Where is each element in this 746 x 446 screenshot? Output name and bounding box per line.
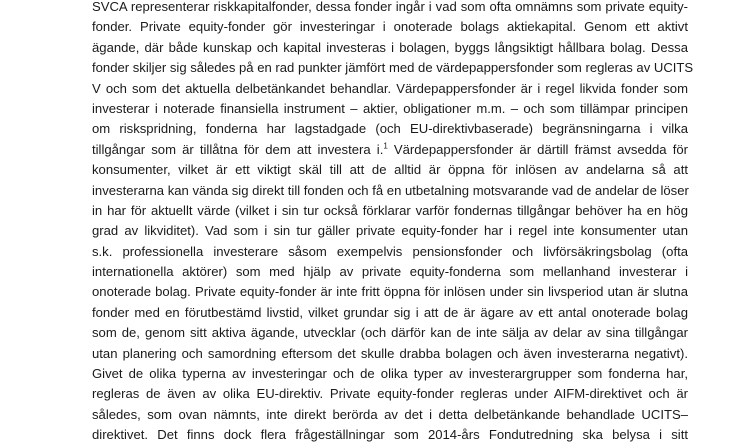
text-line-12: grad av likviditet). Vad som i sin tur gäller private equity-fonder har i regel inte konsumenter utan	[92, 223, 688, 239]
text-line-9: konsumenter, vilket är ett viktigt skäl till att de alltid är öppna för inlösen av andelarna så att	[92, 162, 688, 178]
text-line-2: fonder. Private equity-fonder gör investeringar i onoterade bolags aktiekapital. Genom ett aktivt	[92, 19, 688, 35]
text-line-21: således, som ovan nämnts, inte direkt berörda av det i detta delbetänkande behandlade UCITS–	[92, 406, 688, 422]
text-line-3: ägande, där både kunskap och kapital investeras i bolagen, byggs långsiktigt hållbara bolag. Dessa	[92, 39, 688, 55]
text-line-7: om riskspridning, fonderna har lagstadgade (och EU-direktivbaserade) begränsningarna i vilka	[92, 121, 688, 137]
text-line-20: regleras de även av olika EU-direktiv. Private equity-fonder regleras under AIFM-direktivet och är	[92, 386, 688, 402]
text-line-6: investerar i noterade finansiella instrument – aktier, obligationer m.m. – och som tillämpar principen	[92, 100, 688, 116]
text-line-19: Givet de olika typerna av investeringar och de olika typer av investerargrupper som fonderna har,	[92, 366, 688, 382]
text-line-8	[92, 140, 688, 160]
text-line-8-start: tillgångar som är tillåtna för dem att investera i.	[92, 141, 384, 157]
text-line-1: SVCA representerar riskkapitalfonder, dessa fonder ingår i vad som ofta omnämns som private equity-	[92, 0, 688, 14]
text-line-14: internationella aktörer) som med hjälp av private equity-fonderna som mellanhand investerar i	[92, 264, 688, 280]
text-line-8-end: Värdepappersfonder är därtill främst avsedda för	[387, 141, 688, 157]
text-line-22: direktivet. Det finns dock flera frågeställningar som 2014-års Fondutredning ska belysa i sitt	[92, 427, 688, 443]
text-line-17: som de, genom sitt aktiva ägande, utvecklar (och därför kan de inte sälja av delar av sina tillgångar	[92, 325, 688, 341]
footnote-marker[interactable]: 1	[383, 141, 388, 151]
body-text	[92, 0, 694, 446]
text-line-16: fonder med en förutbestämd livstid, vilket grundar sig i att de är ägare av ett antal onoterade bolag	[92, 304, 688, 320]
text-line-4: fonder skiljer sig således på en rad punkter jämfört med de värdepappersfonder som regleras av UCITS	[92, 60, 694, 76]
text-line-11: in har för aktuellt värde (vilket i sin tur också förklarar varför fondernas tillgångar behöver ha en hög	[92, 202, 688, 218]
text-line-18: utan planering och samordning eftersom det skulle drabba bolagen och även investerarna negativt).	[92, 345, 688, 361]
text-line-5: V och som det aktuella delbetänkandet behandlar. Värdepappersfonder är i regel likvida fonder som	[92, 80, 688, 96]
text-line-13: s.k. professionella investerare såsom exempelvis pensionsfonder och livförsäkringsbolag (ofta	[92, 243, 688, 259]
text-line-10: investerarna kan vända sig direkt till fonden och få en utbetalning motsvarande vad de andelar de löser	[92, 182, 689, 198]
text-line-15: onoterade bolag. Private equity-fonder är inte fritt öppna för inlösen under sin livsperiod utan är slutna	[92, 284, 688, 300]
